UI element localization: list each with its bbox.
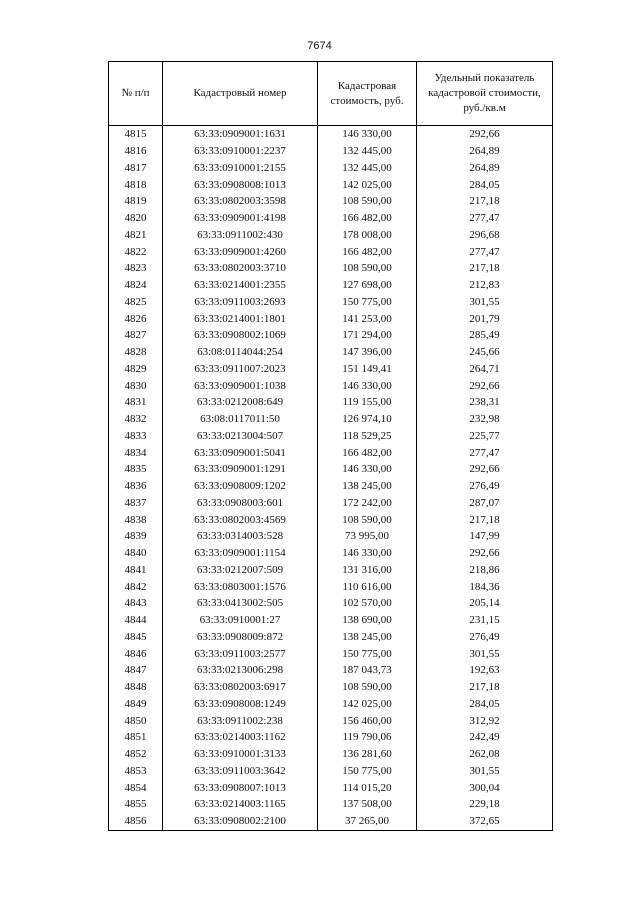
row-number-cell: 4831 bbox=[109, 394, 163, 411]
cadastral-number-cell: 63:33:0802003:3598 bbox=[163, 193, 318, 210]
cadastral-cost-cell: 150 775,00 bbox=[318, 763, 417, 780]
cadastral-cost-cell: 146 330,00 bbox=[318, 461, 417, 478]
row-number-cell: 4821 bbox=[109, 227, 163, 244]
header-row bbox=[109, 62, 553, 126]
row-number-cell: 4848 bbox=[109, 679, 163, 696]
cadastral-number-cell: 63:33:0213004:507 bbox=[163, 428, 318, 445]
unit-cost-cell: 217,18 bbox=[417, 511, 553, 528]
row-number-cell: 4850 bbox=[109, 712, 163, 729]
cadastral-number-cell: 63:33:0802003:4569 bbox=[163, 511, 318, 528]
unit-cost-cell: 262,08 bbox=[417, 746, 553, 763]
cadastral-cost-cell: 73 995,00 bbox=[318, 528, 417, 545]
cadastral-cost-cell: 147 396,00 bbox=[318, 344, 417, 361]
unit-cost-cell: 264,71 bbox=[417, 361, 553, 378]
cadastral-number-cell: 63:33:0911003:3642 bbox=[163, 763, 318, 780]
cadastral-number-cell: 63:33:0909001:1291 bbox=[163, 461, 318, 478]
row-number-cell: 4849 bbox=[109, 696, 163, 713]
cadastral-number-cell: 63:33:0214001:1801 bbox=[163, 310, 318, 327]
cadastral-number-cell: 63:33:0802003:3710 bbox=[163, 260, 318, 277]
unit-cost-cell: 277,47 bbox=[417, 210, 553, 227]
cadastral-value-table bbox=[108, 61, 553, 831]
unit-cost-cell: 287,07 bbox=[417, 495, 553, 512]
unit-cost-cell: 277,47 bbox=[417, 444, 553, 461]
table-row bbox=[109, 394, 553, 411]
table-row bbox=[109, 143, 553, 160]
row-number-cell: 4856 bbox=[109, 813, 163, 830]
cadastral-cost-cell: 136 281,60 bbox=[318, 746, 417, 763]
cadastral-cost-cell: 151 149,41 bbox=[318, 361, 417, 378]
table-row bbox=[109, 126, 553, 143]
cadastral-cost-cell: 146 330,00 bbox=[318, 126, 417, 143]
cadastral-number-cell: 63:33:0803001:1576 bbox=[163, 578, 318, 595]
unit-cost-cell: 184,36 bbox=[417, 578, 553, 595]
table-row bbox=[109, 310, 553, 327]
table-row bbox=[109, 662, 553, 679]
cadastral-number-cell: 63:33:0909001:4198 bbox=[163, 210, 318, 227]
unit-cost-cell: 245,66 bbox=[417, 344, 553, 361]
unit-cost-cell: 231,15 bbox=[417, 612, 553, 629]
cadastral-number-cell: 63:33:0908007:1013 bbox=[163, 779, 318, 796]
cadastral-number-cell: 63:08:0117011:50 bbox=[163, 411, 318, 428]
unit-cost-cell: 217,18 bbox=[417, 193, 553, 210]
cadastral-number-cell: 63:33:0908008:1249 bbox=[163, 696, 318, 713]
cadastral-number-cell: 63:33:0910001:3133 bbox=[163, 746, 318, 763]
table-row bbox=[109, 344, 553, 361]
cadastral-cost-cell: 119 155,00 bbox=[318, 394, 417, 411]
row-number-cell: 4840 bbox=[109, 545, 163, 562]
row-number-cell: 4820 bbox=[109, 210, 163, 227]
table-row bbox=[109, 796, 553, 813]
row-number-cell: 4842 bbox=[109, 578, 163, 595]
table-row bbox=[109, 712, 553, 729]
table-row bbox=[109, 562, 553, 579]
unit-cost-cell: 238,31 bbox=[417, 394, 553, 411]
table-header bbox=[109, 62, 553, 126]
table-row bbox=[109, 277, 553, 294]
unit-cost-cell: 284,05 bbox=[417, 696, 553, 713]
header-cadastral-cost: Кадастровая стоимость, руб. bbox=[318, 62, 417, 126]
row-number-cell: 4825 bbox=[109, 294, 163, 311]
cadastral-number-cell: 63:33:0908002:2100 bbox=[163, 813, 318, 830]
cadastral-number-cell: 63:33:0911003:2693 bbox=[163, 294, 318, 311]
unit-cost-cell: 276,49 bbox=[417, 478, 553, 495]
row-number-cell: 4818 bbox=[109, 176, 163, 193]
header-unit-cost: Удельный показатель кадастровой стоимости, руб./кв.м bbox=[417, 62, 553, 126]
cadastral-number-cell: 63:33:0212008:649 bbox=[163, 394, 318, 411]
page-number: 7674 bbox=[307, 40, 332, 52]
table-row bbox=[109, 260, 553, 277]
table-row bbox=[109, 227, 553, 244]
row-number-cell: 4845 bbox=[109, 629, 163, 646]
row-number-cell: 4822 bbox=[109, 243, 163, 260]
table-row bbox=[109, 495, 553, 512]
cadastral-number-cell: 63:33:0911002:430 bbox=[163, 227, 318, 244]
unit-cost-cell: 300,04 bbox=[417, 779, 553, 796]
row-number-cell: 4815 bbox=[109, 126, 163, 143]
cadastral-cost-cell: 146 330,00 bbox=[318, 377, 417, 394]
cadastral-number-cell: 63:33:0911003:2577 bbox=[163, 645, 318, 662]
cadastral-number-cell: 63:33:0908009:872 bbox=[163, 629, 318, 646]
row-number-cell: 4851 bbox=[109, 729, 163, 746]
unit-cost-cell: 242,49 bbox=[417, 729, 553, 746]
row-number-cell: 4816 bbox=[109, 143, 163, 160]
cadastral-cost-cell: 141 253,00 bbox=[318, 310, 417, 327]
unit-cost-cell: 296,68 bbox=[417, 227, 553, 244]
cadastral-cost-cell: 108 590,00 bbox=[318, 511, 417, 528]
unit-cost-cell: 232,98 bbox=[417, 411, 553, 428]
cadastral-cost-cell: 166 482,00 bbox=[318, 444, 417, 461]
cadastral-number-cell: 63:33:0908008:1013 bbox=[163, 176, 318, 193]
cadastral-number-cell: 63:33:0909001:5041 bbox=[163, 444, 318, 461]
cadastral-number-cell: 63:33:0909001:1038 bbox=[163, 377, 318, 394]
unit-cost-cell: 201,79 bbox=[417, 310, 553, 327]
table-row bbox=[109, 160, 553, 177]
table-row bbox=[109, 779, 553, 796]
table-row bbox=[109, 411, 553, 428]
row-number-cell: 4826 bbox=[109, 310, 163, 327]
cadastral-number-cell: 63:33:0910001:2155 bbox=[163, 160, 318, 177]
unit-cost-cell: 372,65 bbox=[417, 813, 553, 830]
cadastral-number-cell: 63:33:0214001:2355 bbox=[163, 277, 318, 294]
row-number-cell: 4836 bbox=[109, 478, 163, 495]
row-number-cell: 4824 bbox=[109, 277, 163, 294]
cadastral-number-cell: 63:33:0212007:509 bbox=[163, 562, 318, 579]
cadastral-cost-cell: 131 316,00 bbox=[318, 562, 417, 579]
unit-cost-cell: 301,55 bbox=[417, 645, 553, 662]
table-row bbox=[109, 612, 553, 629]
table-body bbox=[109, 126, 553, 831]
unit-cost-cell: 205,14 bbox=[417, 595, 553, 612]
unit-cost-cell: 292,66 bbox=[417, 377, 553, 394]
row-number-cell: 4838 bbox=[109, 511, 163, 528]
row-number-cell: 4855 bbox=[109, 796, 163, 813]
cadastral-cost-cell: 137 508,00 bbox=[318, 796, 417, 813]
row-number-cell: 4846 bbox=[109, 645, 163, 662]
row-number-cell: 4817 bbox=[109, 160, 163, 177]
row-number-cell: 4830 bbox=[109, 377, 163, 394]
cadastral-number-cell: 63:33:0314003:528 bbox=[163, 528, 318, 545]
row-number-cell: 4834 bbox=[109, 444, 163, 461]
cadastral-number-cell: 63:33:0908003:601 bbox=[163, 495, 318, 512]
row-number-cell: 4837 bbox=[109, 495, 163, 512]
unit-cost-cell: 292,66 bbox=[417, 126, 553, 143]
table-row bbox=[109, 629, 553, 646]
unit-cost-cell: 264,89 bbox=[417, 143, 553, 160]
cadastral-cost-cell: 108 590,00 bbox=[318, 260, 417, 277]
row-number-cell: 4829 bbox=[109, 361, 163, 378]
cadastral-cost-cell: 150 775,00 bbox=[318, 294, 417, 311]
unit-cost-cell: 292,66 bbox=[417, 461, 553, 478]
cadastral-cost-cell: 178 008,00 bbox=[318, 227, 417, 244]
cadastral-cost-cell: 126 974,10 bbox=[318, 411, 417, 428]
cadastral-number-cell: 63:33:0908002:1069 bbox=[163, 327, 318, 344]
table-row bbox=[109, 377, 553, 394]
table-row bbox=[109, 444, 553, 461]
cadastral-number-cell: 63:33:0911002:238 bbox=[163, 712, 318, 729]
unit-cost-cell: 217,18 bbox=[417, 260, 553, 277]
unit-cost-cell: 277,47 bbox=[417, 243, 553, 260]
table-row bbox=[109, 176, 553, 193]
unit-cost-cell: 192,63 bbox=[417, 662, 553, 679]
unit-cost-cell: 312,92 bbox=[417, 712, 553, 729]
row-number-cell: 4823 bbox=[109, 260, 163, 277]
table-row bbox=[109, 578, 553, 595]
row-number-cell: 4841 bbox=[109, 562, 163, 579]
cadastral-number-cell: 63:08:0114044:254 bbox=[163, 344, 318, 361]
row-number-cell: 4833 bbox=[109, 428, 163, 445]
cadastral-number-cell: 63:33:0802003:6917 bbox=[163, 679, 318, 696]
row-number-cell: 4854 bbox=[109, 779, 163, 796]
cadastral-cost-cell: 172 242,00 bbox=[318, 495, 417, 512]
table-row bbox=[109, 746, 553, 763]
cadastral-number-cell: 63:33:0910001:2237 bbox=[163, 143, 318, 160]
row-number-cell: 4847 bbox=[109, 662, 163, 679]
cadastral-cost-cell: 142 025,00 bbox=[318, 696, 417, 713]
table-row bbox=[109, 528, 553, 545]
unit-cost-cell: 147,99 bbox=[417, 528, 553, 545]
cadastral-cost-cell: 102 570,00 bbox=[318, 595, 417, 612]
cadastral-cost-cell: 150 775,00 bbox=[318, 645, 417, 662]
row-number-cell: 4832 bbox=[109, 411, 163, 428]
row-number-cell: 4827 bbox=[109, 327, 163, 344]
unit-cost-cell: 217,18 bbox=[417, 679, 553, 696]
unit-cost-cell: 212,83 bbox=[417, 277, 553, 294]
cadastral-cost-cell: 132 445,00 bbox=[318, 160, 417, 177]
row-number-cell: 4828 bbox=[109, 344, 163, 361]
cadastral-number-cell: 63:33:0911007:2023 bbox=[163, 361, 318, 378]
header-row-number: № п/п bbox=[109, 62, 163, 126]
cadastral-number-cell: 63:33:0909001:1631 bbox=[163, 126, 318, 143]
cadastral-number-cell: 63:33:0413002:505 bbox=[163, 595, 318, 612]
table-row bbox=[109, 210, 553, 227]
cadastral-cost-cell: 171 294,00 bbox=[318, 327, 417, 344]
unit-cost-cell: 284,05 bbox=[417, 176, 553, 193]
row-number-cell: 4819 bbox=[109, 193, 163, 210]
row-number-cell: 4852 bbox=[109, 746, 163, 763]
table-row bbox=[109, 478, 553, 495]
cadastral-cost-cell: 108 590,00 bbox=[318, 679, 417, 696]
cadastral-number-cell: 63:33:0910001:27 bbox=[163, 612, 318, 629]
table-row bbox=[109, 243, 553, 260]
table-row bbox=[109, 813, 553, 830]
cadastral-number-cell: 63:33:0213006:298 bbox=[163, 662, 318, 679]
cadastral-cost-cell: 132 445,00 bbox=[318, 143, 417, 160]
unit-cost-cell: 301,55 bbox=[417, 763, 553, 780]
cadastral-cost-cell: 138 245,00 bbox=[318, 629, 417, 646]
cadastral-number-cell: 63:33:0909001:4260 bbox=[163, 243, 318, 260]
cadastral-cost-cell: 127 698,00 bbox=[318, 277, 417, 294]
cadastral-number-cell: 63:33:0908009:1202 bbox=[163, 478, 318, 495]
unit-cost-cell: 292,66 bbox=[417, 545, 553, 562]
cadastral-cost-cell: 138 245,00 bbox=[318, 478, 417, 495]
row-number-cell: 4853 bbox=[109, 763, 163, 780]
cadastral-number-cell: 63:33:0214003:1165 bbox=[163, 796, 318, 813]
unit-cost-cell: 285,49 bbox=[417, 327, 553, 344]
table-row bbox=[109, 361, 553, 378]
cadastral-cost-cell: 118 529,25 bbox=[318, 428, 417, 445]
table-row bbox=[109, 545, 553, 562]
table-row bbox=[109, 696, 553, 713]
table-row bbox=[109, 645, 553, 662]
table-row bbox=[109, 327, 553, 344]
header-cadastral-number: Кадастровый номер bbox=[163, 62, 318, 126]
table-row bbox=[109, 729, 553, 746]
unit-cost-cell: 276,49 bbox=[417, 629, 553, 646]
unit-cost-cell: 264,89 bbox=[417, 160, 553, 177]
table-row bbox=[109, 511, 553, 528]
table-row bbox=[109, 763, 553, 780]
row-number-cell: 4843 bbox=[109, 595, 163, 612]
cadastral-cost-cell: 110 616,00 bbox=[318, 578, 417, 595]
cadastral-cost-cell: 108 590,00 bbox=[318, 193, 417, 210]
unit-cost-cell: 218,86 bbox=[417, 562, 553, 579]
unit-cost-cell: 229,18 bbox=[417, 796, 553, 813]
cadastral-cost-cell: 146 330,00 bbox=[318, 545, 417, 562]
table-row bbox=[109, 193, 553, 210]
unit-cost-cell: 225,77 bbox=[417, 428, 553, 445]
cadastral-cost-cell: 156 460,00 bbox=[318, 712, 417, 729]
cadastral-number-cell: 63:33:0909001:1154 bbox=[163, 545, 318, 562]
cadastral-cost-cell: 119 790,06 bbox=[318, 729, 417, 746]
cadastral-cost-cell: 114 015,20 bbox=[318, 779, 417, 796]
cadastral-cost-cell: 166 482,00 bbox=[318, 210, 417, 227]
row-number-cell: 4844 bbox=[109, 612, 163, 629]
table-row bbox=[109, 461, 553, 478]
cadastral-cost-cell: 166 482,00 bbox=[318, 243, 417, 260]
cadastral-cost-cell: 142 025,00 bbox=[318, 176, 417, 193]
unit-cost-cell: 301,55 bbox=[417, 294, 553, 311]
row-number-cell: 4839 bbox=[109, 528, 163, 545]
cadastral-cost-cell: 37 265,00 bbox=[318, 813, 417, 830]
table-row bbox=[109, 294, 553, 311]
table-row bbox=[109, 595, 553, 612]
cadastral-number-cell: 63:33:0214003:1162 bbox=[163, 729, 318, 746]
table-row bbox=[109, 428, 553, 445]
cadastral-cost-cell: 187 043,73 bbox=[318, 662, 417, 679]
cadastral-cost-cell: 138 690,00 bbox=[318, 612, 417, 629]
row-number-cell: 4835 bbox=[109, 461, 163, 478]
table-row bbox=[109, 679, 553, 696]
